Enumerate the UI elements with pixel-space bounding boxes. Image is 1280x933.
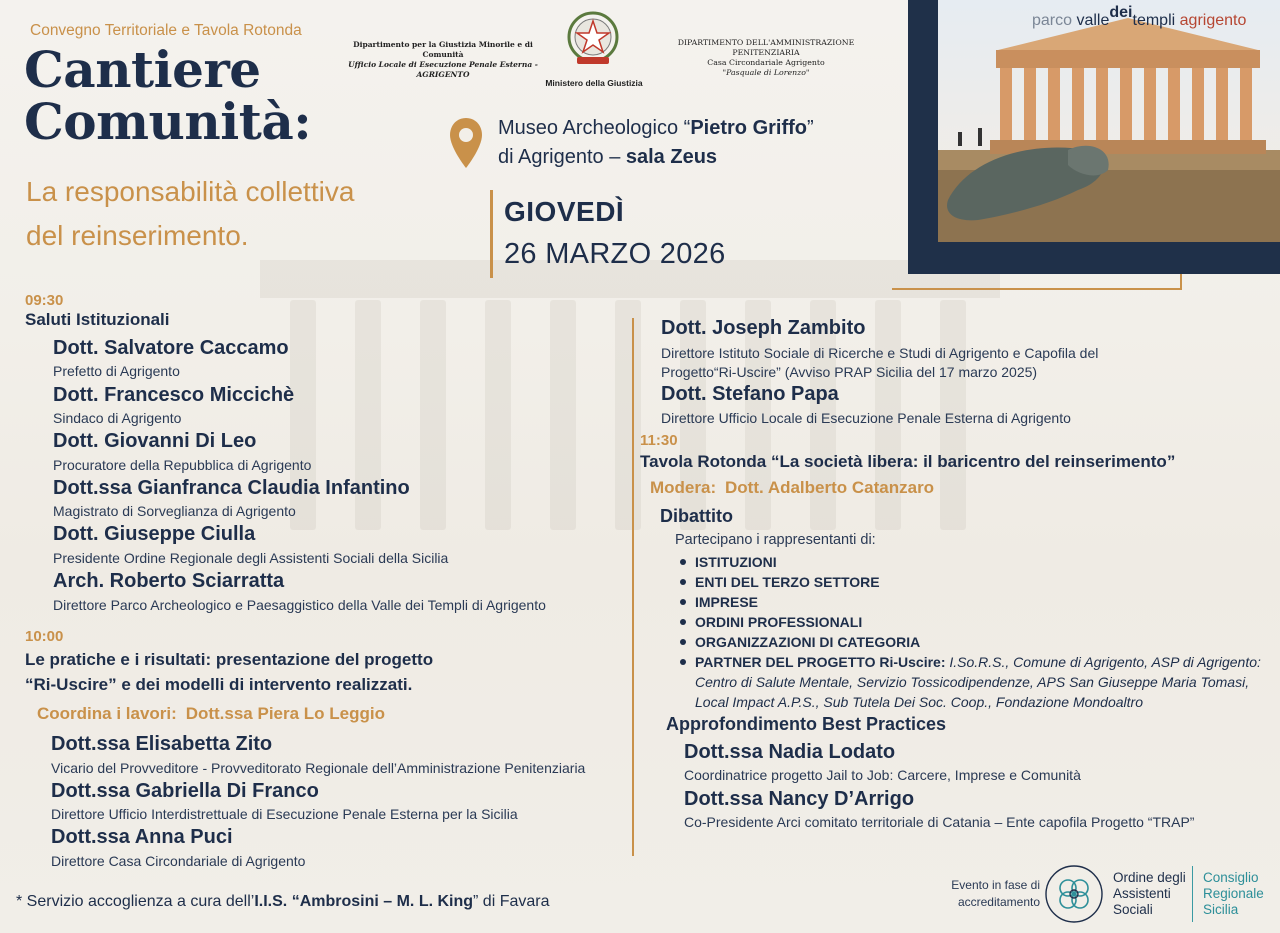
logo-divider — [1192, 866, 1193, 922]
speaker-role: Co-Presidente Arci comitato territoriale di Catania – Ente capofila Progetto “TRAP” — [684, 814, 1195, 830]
session-title: Tavola Rotonda “La società libera: il baricentro del reinserimento” — [640, 452, 1176, 471]
speaker-name: Arch. Roberto Sciarratta — [53, 570, 285, 592]
speaker-name: Dott. Stefano Papa — [661, 383, 839, 405]
speaker-name: Dott.ssa Nadia Lodato — [684, 741, 896, 763]
parco-valle-templi-logo: parco valledeitempli agrigento — [1032, 4, 1247, 29]
session-time: 11:30 — [640, 432, 678, 449]
list-item: IMPRESE — [678, 592, 1268, 612]
speaker-name: Dott.ssa Gianfranca Claudia Infantino — [53, 477, 410, 499]
event-day: GIOVEDÌ — [504, 196, 625, 227]
session-time: 09:30 — [25, 292, 64, 309]
speaker-role: Direttore Istituto Sociale di Ricerche e Studi di Agrigento e Capofila del Progetto“Ri-Uscire” (Avviso PRAP Sicilia del 17 marzo 2025) — [661, 345, 1099, 380]
event-kicker: Convegno Territoriale e Tavola Rotonda — [30, 22, 302, 39]
speaker-role: Direttore Ufficio Interdistrettuale di Esecuzione Penale Esterna per la Sicilia — [51, 806, 518, 822]
venue-address: Museo Archeologico “Pietro Griffo” di Agrigento – sala Zeus — [498, 117, 814, 168]
oas-logo-icon — [1044, 864, 1104, 924]
list-item: ORDINI PROFESSIONALI — [678, 612, 1268, 632]
oas-name: Ordine degli Assistenti Sociali — [1113, 870, 1186, 917]
dept-community-justice: Dipartimento per la Giustizia Minorile e di Comunità Ufficio Locale di Esecuzione Penale Esterna - AGRIGENTO — [348, 40, 538, 79]
speaker-role: Sindaco di Agrigento — [53, 410, 182, 426]
best-practices-title: Approfondimento Best Practices — [666, 714, 947, 734]
debate-intro: Partecipano i rappresentanti di: — [675, 532, 876, 548]
column-divider — [632, 318, 634, 856]
list-item: ORGANIZZAZIONI DI CATEGORIA — [678, 632, 1268, 652]
hospitality-note: * Servizio accoglienza a cura dell’I.I.S. “Ambrosini – M. L. King” di Favara — [16, 893, 550, 910]
participants-list — [678, 552, 1268, 712]
list-item: ISTITUZIONI — [678, 552, 1268, 572]
location-pin-icon — [448, 116, 484, 170]
ministry-header — [338, 8, 888, 92]
page-title: Cantiere Comunità: — [24, 40, 312, 151]
list-item: ENTI DEL TERZO SETTORE — [678, 572, 1268, 592]
speaker-name: Dott. Giovanni Di Leo — [53, 430, 257, 452]
speaker-role: Presidente Ordine Regionale degli Assistenti Sociali della Sicilia — [53, 550, 449, 566]
dept-penitentiary: DIPARTIMENTO DELL'AMMINISTRAZIONE PENITENZIARIA Casa Circondariale Agrigento "Pasquale di Lorenzo" — [677, 38, 855, 77]
session-title: Le pratiche e i risultati: presentazione del progetto “Ri-Uscire” e dei modelli di intervento realizzati. — [25, 650, 434, 694]
speaker-name: Dott. Giuseppe Ciulla — [53, 523, 256, 545]
speaker-name: Dott. Joseph Zambito — [661, 317, 866, 339]
speaker-role: Direttore Ufficio Locale di Esecuzione Penale Esterna di Agrigento — [661, 410, 1071, 426]
speaker-name: Dott.ssa Gabriella Di Franco — [51, 780, 319, 802]
speaker-role: Direttore Casa Circondariale di Agrigento — [51, 853, 306, 869]
accreditation-note: Evento in fase di accreditamento — [951, 878, 1040, 909]
date-accent-bar — [490, 190, 493, 278]
speaker-role: Magistrato di Sorveglianza di Agrigento — [53, 503, 296, 519]
page-subtitle: La responsabilità collettiva del reinserimento. — [26, 176, 355, 251]
session-title: Saluti Istituzionali — [25, 310, 170, 329]
ministry-name: Ministero della Giustizia — [545, 78, 643, 88]
moderator: Modera: Dott. Adalberto Catanzaro — [650, 478, 935, 497]
debate-title: Dibattito — [660, 506, 733, 526]
speaker-name: Dott.ssa Elisabetta Zito — [51, 733, 273, 755]
speaker-role: Procuratore della Repubblica di Agrigento — [53, 457, 312, 473]
speaker-role: Direttore Parco Archeologico e Paesaggistico della Valle dei Templi di Agrigento — [53, 597, 546, 613]
speaker-name: Dott.ssa Nancy D’Arrigo — [684, 788, 915, 810]
speaker-name: Dott. Salvatore Caccamo — [53, 337, 289, 359]
speaker-name: Dott.ssa Anna Puci — [51, 826, 233, 848]
event-date: 26 MARZO 2026 — [504, 238, 726, 270]
session-time: 10:00 — [25, 628, 64, 645]
speaker-role: Vicario del Provveditore - Provveditorato Regionale dell’Amministrazione Penitenziaria — [51, 760, 586, 776]
italian-emblem-icon — [564, 10, 622, 68]
list-item-partners: PARTNER DEL PROGETTO Ri-Uscire: I.So.R.S., Comune di Agrigento, ASP di Agrigento: Centro di Salute Mentale, Servizio Tossicodipendenze, APS San Giuseppe Maria Tomasi, Local Impact A.P.S., Sub Tutela Dei Soc. Coop., Fondazione Mondoaltro — [678, 652, 1268, 712]
speaker-name: Dott. Francesco Miccichè — [53, 384, 295, 406]
coordinator: Coordina i lavori: Dott.ssa Piera Lo Leggio — [37, 704, 385, 723]
temple-photo — [938, 0, 1280, 242]
speaker-role: Prefetto di Agrigento — [53, 363, 180, 379]
regional-council-name: Consiglio Regionale Sicilia — [1203, 870, 1264, 917]
speaker-role: Coordinatrice progetto Jail to Job: Carcere, Imprese e Comunità — [684, 767, 1081, 783]
